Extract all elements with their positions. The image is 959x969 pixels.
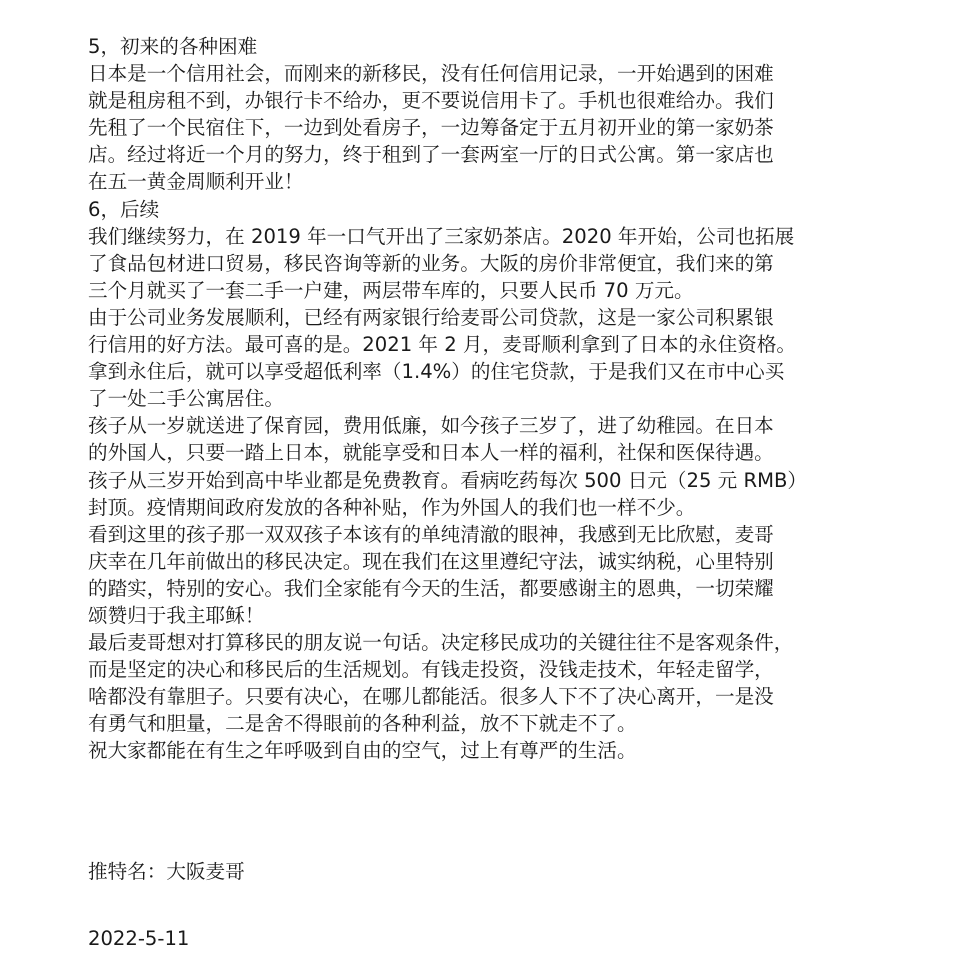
paragraph-line: 行信用的好方法。最可喜的是。2021 年 2 月，麦哥顺利拿到了日本的永住资格。 — [88, 333, 797, 357]
paragraph-line: 孩子从一岁就送进了保育园，费用低廉，如今孩子三岁了，进了幼稚园。在日本 — [88, 414, 774, 438]
paragraph-line: 由于公司业务发展顺利，已经有两家银行给麦哥公司贷款，这是一家公司积累银 — [88, 305, 774, 329]
section-heading-followup: 6，后续 — [88, 197, 160, 221]
paragraph-line: 了食品包材进口贸易，移民咨询等新的业务。大阪的房价非常便宜，我们来的第 — [88, 251, 774, 275]
paragraph-line: 的外国人，只要一踏上日本，就能享受和日本人一样的福利，社保和医保待遇。 — [88, 441, 774, 465]
document-date: 2022-5-11 — [88, 927, 190, 950]
paragraph-line: 封顶。疫情期间政府发放的各种补贴，作为外国人的我们也一样不少。 — [88, 495, 696, 519]
paragraph-line: 庆幸在几年前做出的移民决定。现在我们在这里遵纪守法，诚实纳税，心里特别 — [88, 549, 774, 573]
document-body — [88, 33, 888, 765]
paragraph-line: 看到这里的孩子那一双双孩子本该有的单纯清澈的眼神，我感到无比欣慰，麦哥 — [88, 522, 774, 546]
paragraph-line: 日本是一个信用社会，而刚来的新移民，没有任何信用记录，一开始遇到的困难 — [88, 62, 774, 86]
paragraph-line: 有勇气和胆量，二是舍不得眼前的各种利益，放不下就走不了。 — [88, 712, 637, 736]
paragraph-line: 祝大家都能在有生之年呼吸到自由的空气，过上有尊严的生活。 — [88, 739, 637, 763]
paragraph-line: 我们继续努力，在 2019 年一口气开出了三家奶茶店。2020 年开始，公司也拓展 — [88, 224, 795, 248]
section-heading-difficulties: 5，初来的各种困难 — [88, 35, 258, 58]
paragraph-line: 颂赞归于我主耶稣！ — [88, 603, 265, 627]
paragraph-line: 在五一黄金周顺利开业！ — [88, 170, 304, 194]
paragraph-line: 店。经过将近一个月的努力，终于租到了一套两室一厅的日式公寓。第一家店也 — [88, 143, 774, 167]
paragraph-line: 啥都没有靠胆子。只要有决心，在哪儿都能活。很多人下不了决心离开，一是没 — [88, 685, 774, 709]
paragraph-line: 了一处二手公寓居住。 — [88, 387, 284, 411]
paragraph-line: 先租了一个民宿住下，一边到处看房子，一边筹备定于五月初开业的第一家奶茶 — [88, 116, 774, 140]
paragraph-line: 而是坚定的决心和移民后的生活规划。有钱走投资，没钱走技术，年轻走留学， — [88, 658, 774, 682]
paragraph-line: 拿到永住后，就可以享受超低利率（1.4%）的住宅贷款，于是我们又在市中心买 — [88, 360, 785, 384]
paragraph-line: 就是租房租不到，办银行卡不给办，更不要说信用卡了。手机也很难给办。我们 — [88, 89, 774, 113]
paragraph-line: 的踏实，特别的安心。我们全家能有今天的生活，都要感谢主的恩典，一切荣耀 — [88, 576, 774, 600]
paragraph-line: 三个月就买了一套二手一户建，两层带车库的，只要人民币 70 万元。 — [88, 278, 694, 302]
paragraph-line: 孩子从三岁开始到高中毕业都是免费教育。看病吃药每次 500 日元（25 元 RMB） — [88, 468, 808, 492]
paragraph-line: 最后麦哥想对打算移民的朋友说一句话。决定移民成功的关键往往不是客观条件， — [88, 631, 794, 655]
author-signature: 推特名：大阪麦哥 — [88, 860, 245, 883]
